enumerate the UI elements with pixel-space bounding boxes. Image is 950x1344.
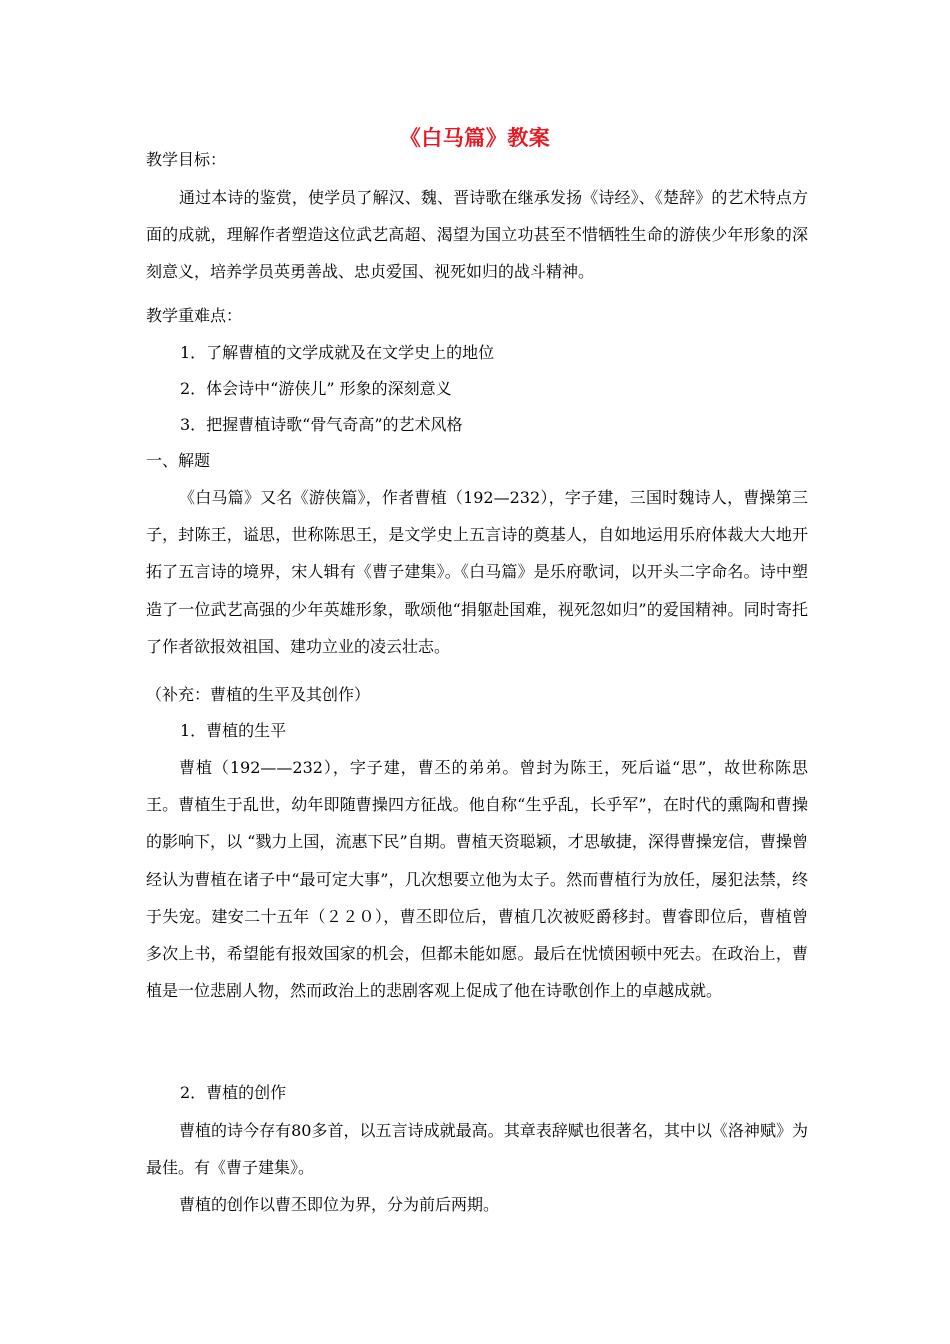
keypoint-item: 2．体会诗中“游侠儿” 形象的深刻意义 [180, 379, 452, 398]
objectives-heading: 教学目标： [146, 150, 227, 169]
supplement-heading: （补充：曹植的生平及其创作） [146, 685, 371, 704]
keypoint-item: 3．把握曹植诗歌“骨气奇高”的艺术风格 [180, 415, 463, 434]
life-heading: 1．曹植的生平 [180, 721, 287, 740]
works-paragraph: 曹植的诗今存有80多首，以五言诗成就最高。其章表辞赋也很著名，其中以《洛神赋》为最佳。有《曹子建集》。 [146, 1121, 808, 1178]
works-heading: 2．曹植的创作 [180, 1083, 287, 1102]
objectives-paragraph: 通过本诗的鉴赏，使学员了解汉、魏、晋诗歌在继承发扬《诗经》、《楚辞》的艺术特点方面的成就，理解作者塑造这位武艺高超、渴望为国立功甚至不惜牺牲生命的游侠少年形象的深刻意义，培养学员英勇善战、忠贞爱国、视死如归的战斗精神。 [146, 188, 808, 282]
keypoints-heading: 教学重难点： [146, 306, 243, 325]
jieti-paragraph: 《白马篇》又名《游侠篇》，作者曹植（192—232），字子建，三国时魏诗人，曹操第三子，封陈王，谥思，世称陈思王，是文学史上五言诗的奠基人，自如地运用乐府体裁大大地开拓了五言诗的境界，宋人辑有《曹子建集》。《白马篇》是乐府歌词，以开头二字命名。诗中塑造了一位武艺高强的少年英雄形象，歌颂他“捐躯赴国难，视死忽如归”的爱国精神。同时寄托了作者欲报效祖国、建功立业的凌云壮志。 [146, 488, 808, 656]
periods-paragraph: 曹植的创作以曹丕即位为界，分为前后两期。 [179, 1195, 500, 1214]
document-title: 《白马篇》教案 [399, 125, 551, 150]
life-paragraph: 曹植（192——232），字子建，曹丕的弟弟。曾封为陈王，死后谥“思”，故世称陈思王。曹植生于乱世，幼年即随曹操四方征战。他自称“生乎乱，长乎军”，在时代的熏陶和曹操的影响下，以 “戮力上国，流惠下民”自期。曹植天资聪颖，才思敏捷，深得曹操宠信，曹操曾经认为曹植在诸子中“最可定大事”，几次想要立他为太子。然而曹植行为放任，屡犯法禁，终于失宠。建安二十五年（２２０），曹丕即位后，曹植几次被贬爵移封。曹睿即位后，曹植曾多次上书，希望能有报效国家的机会，但都未能如愿。最后在忧愤困顿中死去。在政治上，曹植是一位悲剧人物，然而政治上的悲剧客观上促成了他在诗歌创作上的卓越成就。 [146, 758, 808, 1001]
keypoint-item: 1．了解曹植的文学成就及在文学史上的地位 [180, 343, 495, 362]
section-heading-jieti: 一、解题 [146, 451, 211, 470]
